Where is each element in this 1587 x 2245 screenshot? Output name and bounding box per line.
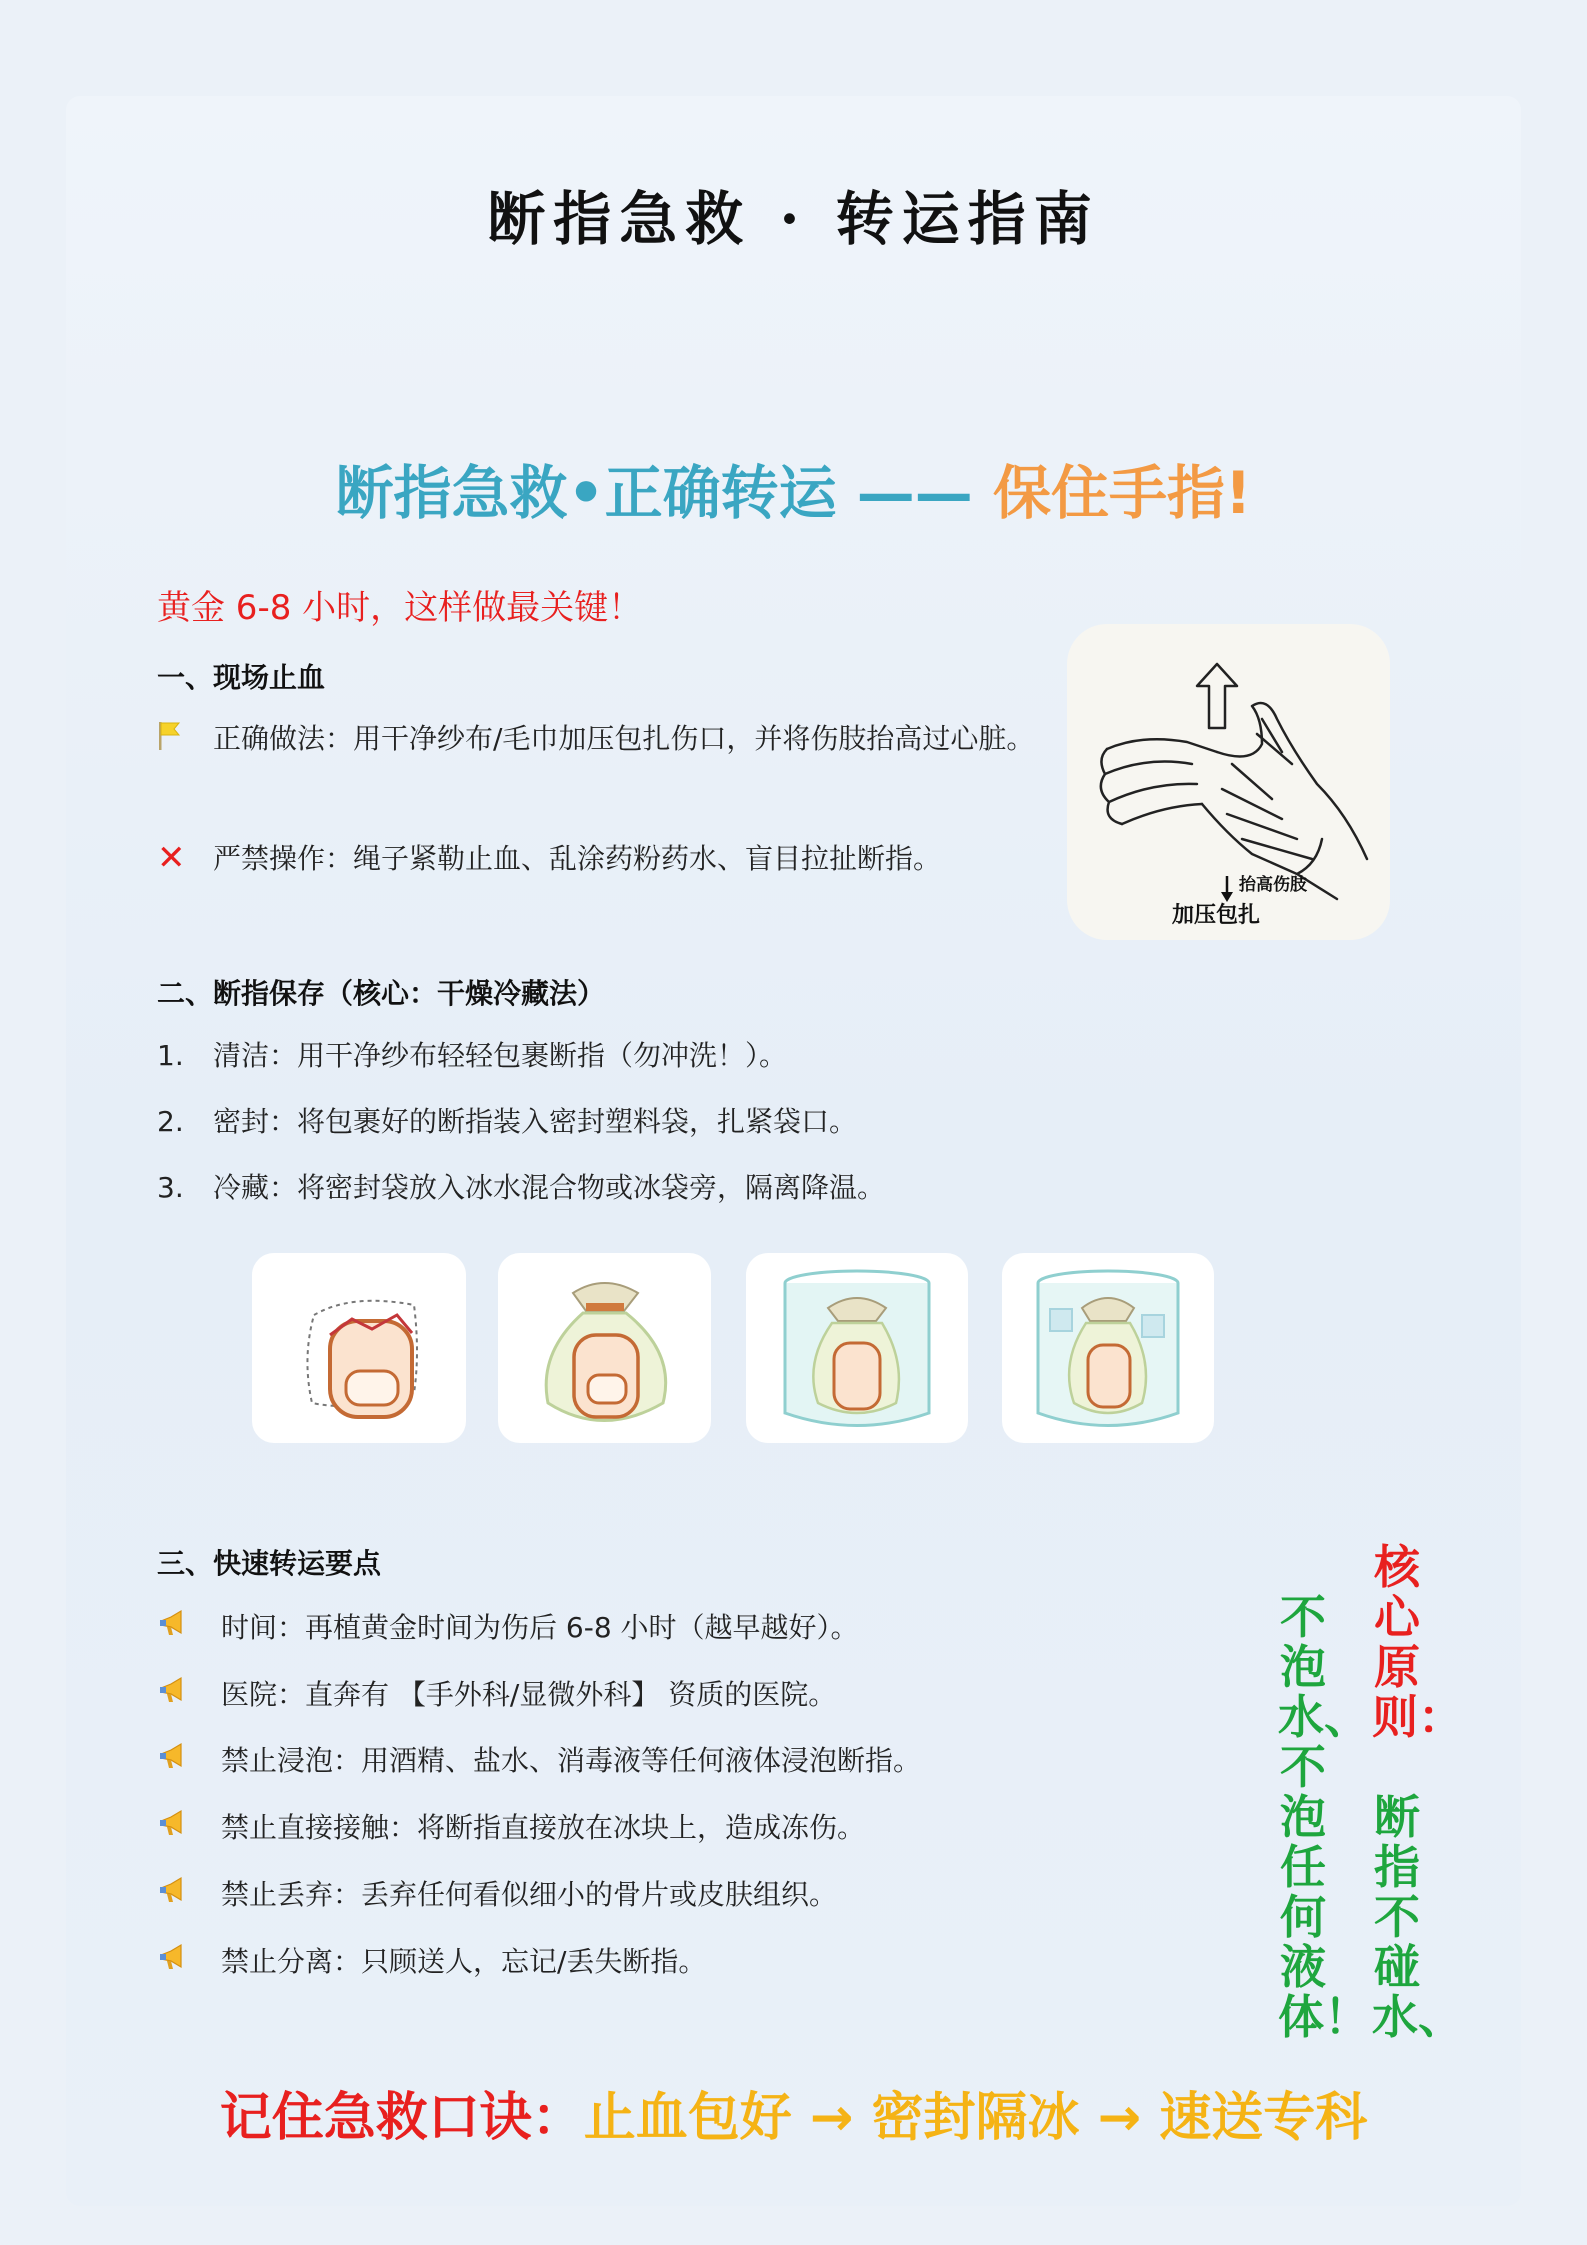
step-number: 2. [157,1105,184,1138]
transport-text: 禁止分离：只顾送人，忘记/丢失断指。 [221,1945,707,1978]
megaphone-icon [157,1673,191,1721]
raise-limb-label: 抬高伤肢 [1239,875,1307,895]
wrapped-finger-image [252,1253,466,1443]
golden-hours-line: 黄金 6-8 小时，这样做最关键！ [157,588,643,628]
bag-beside-ice-image [1002,1253,1214,1443]
megaphone-icon [157,1739,191,1787]
megaphone-icon [157,1873,191,1921]
flag-icon [157,719,191,767]
step-number: 3. [157,1171,184,1204]
megaphone-icon [157,1940,191,1988]
step-text: 清洁：用干净纱布轻轻包裹断指（勿冲洗！）。 [213,1039,788,1072]
megaphone-icon [157,1606,191,1654]
sealed-bag-image [498,1253,711,1443]
section3-heading: 三、快速转运要点 [157,1547,382,1580]
slogan-steps: 止血包好 → 密封隔冰 → 速送专科 [583,2088,1368,2148]
banner-highlight: 保住手指! [993,459,1252,527]
transport-text: 禁止丢弃：丢弃任何看似细小的骨片或皮肤组织。 [221,1878,838,1911]
side-note-core-principle: 核心原则： [1372,1540,1464,1744]
section1-heading: 一、现场止血 [157,661,326,694]
correct-practice-text: 正确做法：用干净纱布/毛巾加压包扎伤口，并将伤肢抬高过心脏。 [213,722,1035,755]
step-number: 1. [157,1039,184,1072]
cross-icon: ✕ [157,838,186,878]
section2-heading: 二、断指保存（核心：干燥冷藏法） [157,977,606,1010]
banner-title [0,446,1587,530]
side-note-no-liquid: 不泡水、不泡任何液体！ [1278,1590,1370,2044]
bandage-illustration [1067,624,1390,940]
side-note-no-water: 断指不碰水、 [1372,1790,1464,2044]
step-text: 密封：将包裹好的断指装入密封塑料袋，扎紧袋口。 [213,1105,858,1138]
document-title: 断指急救 · 转运指南 [487,185,1100,253]
transport-text: 禁止直接接触：将断指直接放在冰块上，造成冻伤。 [221,1811,866,1844]
transport-text: 禁止浸泡：用酒精、盐水、消毒液等任何液体浸泡断指。 [221,1744,922,1777]
transport-text: 时间：再植黄金时间为伤后 6-8 小时（越早越好）。 [221,1611,859,1644]
slogan-lead: 记住急救口诀： [219,2088,584,2148]
forbidden-text: 严禁操作：绳子紧勒止血、乱涂药粉药水、盲目拉扯断指。 [213,842,942,875]
step-text: 冷藏：将密封袋放入冰水混合物或冰袋旁，隔离降温。 [213,1171,886,1204]
transport-text: 医院：直奔有 【手外科/显微外科】 资质的医院。 [221,1678,837,1711]
banner-main: 断指急救•正确转运 —— [335,459,973,527]
compress-bandage-label: 加压包扎 [1172,903,1261,928]
first-aid-slogan [0,2075,1587,2150]
megaphone-icon [157,1806,191,1854]
bag-in-ice-water-image [746,1253,968,1443]
